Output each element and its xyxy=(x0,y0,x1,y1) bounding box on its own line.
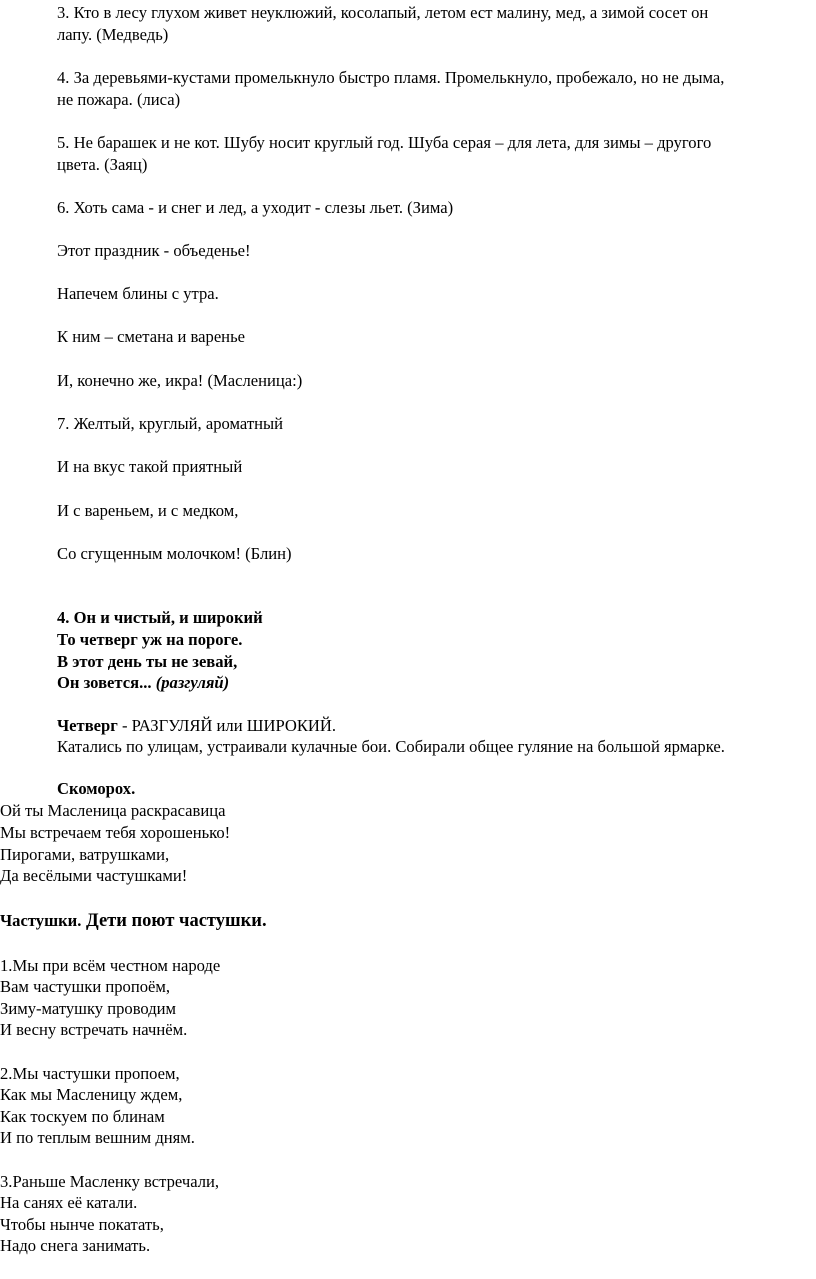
thursday-riddle-text: В этот день ты не зевай, xyxy=(57,652,238,671)
thursday-label-rest: - РАЗГУЛЯЙ или ШИРОКИЙ. xyxy=(117,716,337,735)
riddle-4-line-2: не пожара. (лиса) xyxy=(57,90,181,109)
skomorokh-line: Да весёлыми частушками! xyxy=(0,866,188,885)
bliny-line: И на вкус такой приятный xyxy=(57,457,243,476)
verse-1-line: И весну встречать начнём. xyxy=(0,1020,188,1039)
bliny-line: И с вареньем, и с медком, xyxy=(57,501,239,520)
bliny-line: Со сгущенным молочком! (Блин) xyxy=(57,544,292,563)
verse-3-line: 3.Раньше Масленку встречали, xyxy=(0,1172,220,1191)
riddle-4-line-1: 4. За деревьями-кустами промелькнуло быстро пламя. Промелькнуло, пробежало, но не дыма, xyxy=(57,68,725,87)
riddle-3-line-1: 3. Кто в лесу глухом живет неуклюжий, косолапый, летом ест малину, мед, а зимой сосет он xyxy=(57,3,709,22)
thursday-riddle-text: 4. Он и чистый, и широкий xyxy=(57,608,263,627)
thursday-label: Четверг xyxy=(57,716,118,735)
verse-3-line: Надо снега занимать. xyxy=(0,1236,151,1255)
verse-1-line: 1.Мы при всём честном народе xyxy=(0,956,221,975)
thursday-riddle-line-3 xyxy=(57,652,237,672)
skomorokh-line: Пирогами, ватрушками, xyxy=(0,845,170,864)
maslenitsa-line: Напечем блины с утра. xyxy=(57,284,219,303)
riddle-5-line-2: цвета. (Заяц) xyxy=(57,155,148,174)
verse-1-line: Вам частушки пропоём, xyxy=(0,977,171,996)
thursday-riddle-line-4 xyxy=(57,673,229,693)
verse-2-line: Как мы Масленицу ждем, xyxy=(0,1085,183,1104)
verse-2-line: И по теплым вешним дням. xyxy=(0,1128,195,1147)
verse-3-line: Чтобы нынче покатать, xyxy=(0,1215,164,1234)
chastushki-heading-a: Частушки. xyxy=(0,911,82,930)
skomorokh-heading-text: Скоморох. xyxy=(57,779,136,798)
verse-2-line: Как тоскуем по блинам xyxy=(0,1107,165,1126)
thursday-riddle-line-1 xyxy=(57,608,263,628)
thursday-riddle-text: То четверг уж на пороге. xyxy=(57,630,243,649)
chastushki-heading-b: Дети поют частушки. xyxy=(81,911,267,931)
maslenitsa-line: К ним – сметана и варенье xyxy=(57,327,246,346)
riddle-3-line-2: лапу. (Медведь) xyxy=(57,25,169,44)
maslenitsa-line: И, конечно же, икра! (Масленица:) xyxy=(57,371,303,390)
maslenitsa-line: Этот праздник - объеденье! xyxy=(57,241,251,260)
thursday-info-line xyxy=(57,716,336,736)
verse-1-line: Зиму-матушку проводим xyxy=(0,999,177,1018)
riddle-6-line-1: 6. Хоть сама - и снег и лед, а уходит - слезы льет. (Зима) xyxy=(57,198,454,217)
thursday-description: Катались по улицам, устраивали кулачные бои. Собирали общее гуляние на большой ярмарке. xyxy=(57,737,725,756)
riddle-5-line-1: 5. Не барашек и не кот. Шубу носит круглый год. Шуба серая – для лета, для зимы – другого xyxy=(57,133,712,152)
thursday-riddle-answer: (разгуляй) xyxy=(155,673,230,692)
thursday-riddle-line-2 xyxy=(57,630,242,650)
thursday-riddle-prefix: Он зовется... xyxy=(57,673,152,692)
chastushki-heading xyxy=(0,911,267,931)
verse-3-line: На санях её катали. xyxy=(0,1193,138,1212)
skomorokh-heading xyxy=(57,779,135,799)
verse-2-line: 2.Мы частушки пропоем, xyxy=(0,1064,180,1083)
skomorokh-line: Мы встречаем тебя хорошенько! xyxy=(0,823,231,842)
skomorokh-line: Ой ты Масленица раскрасавица xyxy=(0,801,226,820)
bliny-line: 7. Желтый, круглый, ароматный xyxy=(57,414,283,433)
